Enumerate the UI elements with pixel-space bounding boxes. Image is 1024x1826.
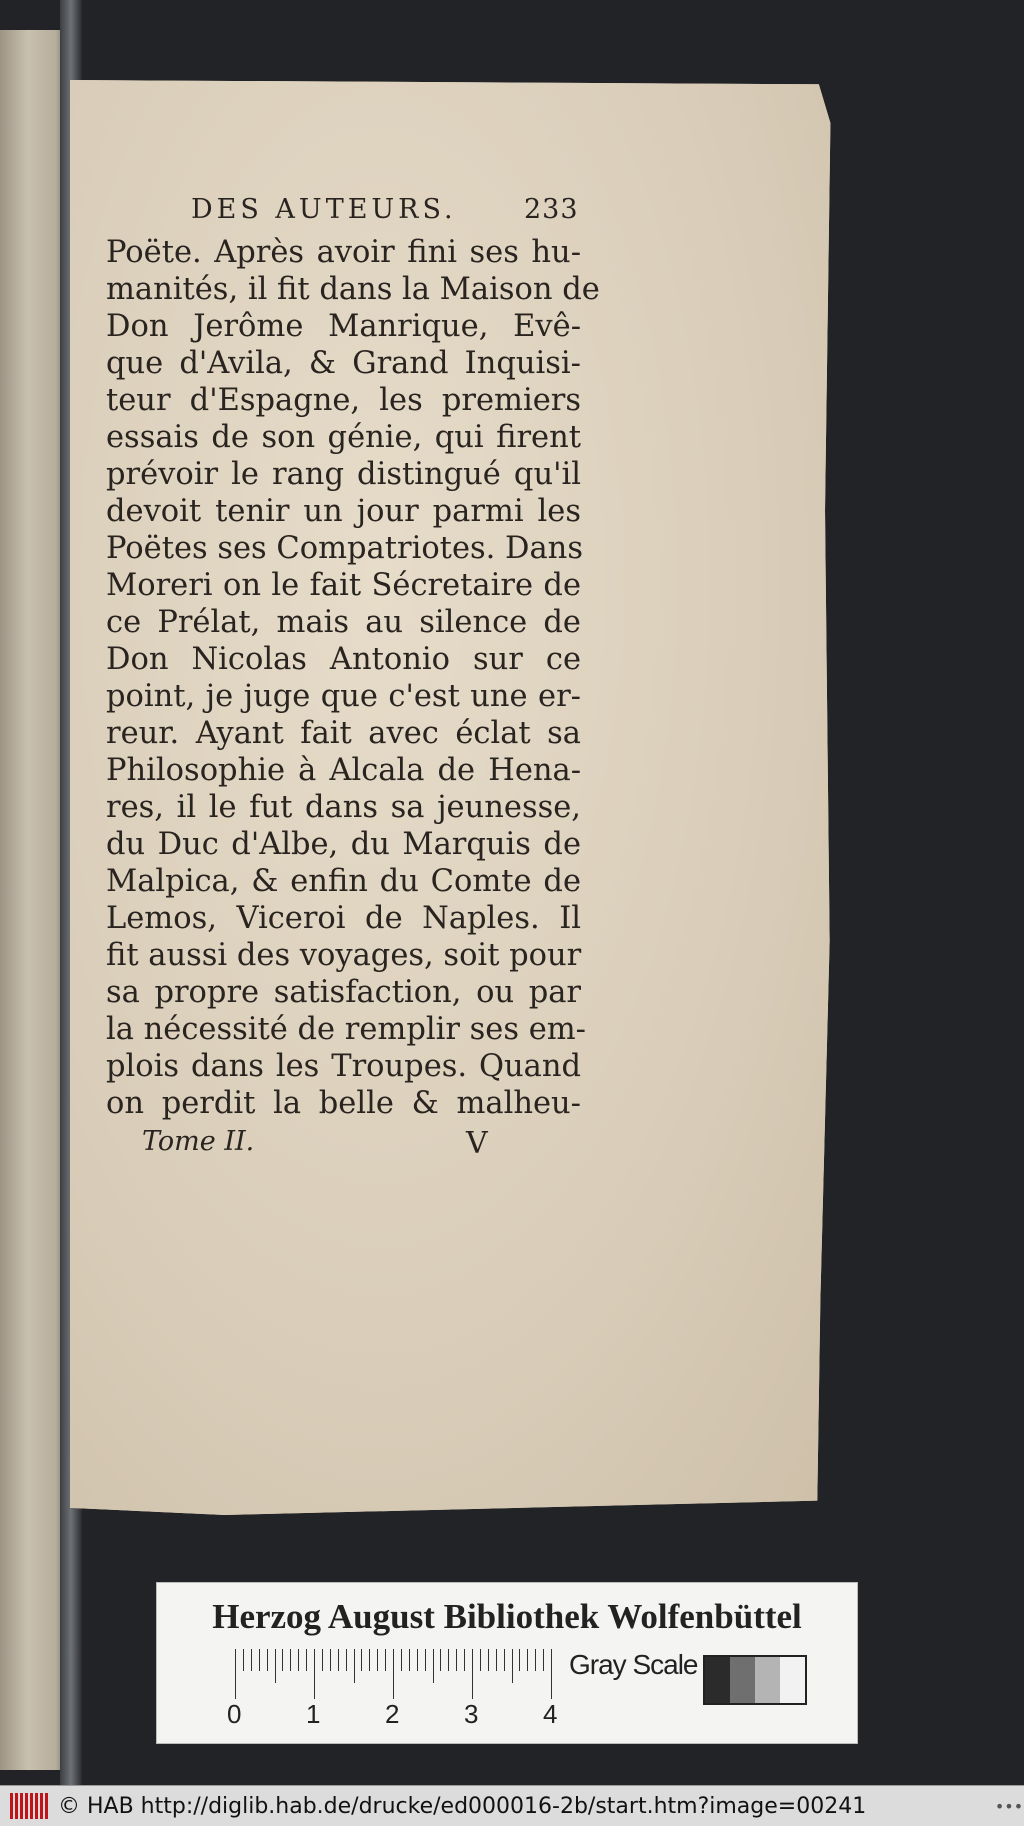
ruler-tick (409, 1649, 410, 1671)
gray-swatch (705, 1657, 730, 1703)
text-line: devoit tenir un jour parmi les (106, 494, 581, 529)
gray-swatch (730, 1657, 755, 1703)
institution-name: Herzog August Bibliothek Wolfenbüttel (212, 1597, 802, 1636)
ruler-tick (512, 1649, 513, 1683)
text-line: sa propre satisfaction, ou par (106, 975, 581, 1010)
ruler-number: 0 (227, 1699, 242, 1729)
ruler-tick (243, 1649, 244, 1671)
ruler-tick (543, 1649, 544, 1671)
ruler-tick (251, 1649, 252, 1671)
running-head-title: DES AUTEURS. (191, 194, 457, 225)
ruler-tick (535, 1649, 536, 1671)
ruler-tick (433, 1649, 434, 1683)
ruler-tick (401, 1649, 402, 1671)
ruler-tick (330, 1649, 331, 1671)
ruler-tick (385, 1649, 386, 1671)
text-line: que d'Avila, & Grand Inquisi- (106, 346, 581, 381)
ruler-tick (346, 1649, 347, 1671)
scale-ruler (235, 1649, 555, 1699)
ruler-number: 3 (464, 1699, 479, 1729)
ruler-tick (369, 1649, 370, 1671)
page-footer (106, 1126, 586, 1166)
text-line: plois dans les Troupes. Quand (106, 1049, 581, 1084)
browser-status-bar (0, 1785, 1024, 1826)
text-line: Philosophie à Alcala de Hena- (106, 753, 581, 788)
text-line: du Duc d'Albe, du Marquis de (106, 827, 581, 862)
text-line: Poëtes ses Compatriotes. Dans (106, 531, 583, 566)
ruler-tick (354, 1649, 355, 1683)
ruler-tick (322, 1649, 323, 1671)
text-line: la nécessité de remplir ses em- (106, 1012, 586, 1047)
text-line: ce Prélat, mais au silence de (106, 605, 581, 640)
volume-label: Tome II. (142, 1126, 255, 1157)
ruler-number: 4 (543, 1699, 558, 1729)
hab-logo-icon (10, 1793, 48, 1819)
ruler-tick (377, 1649, 378, 1671)
ruler-tick (464, 1649, 465, 1671)
page-text-block (106, 194, 600, 1166)
ruler-tick (259, 1649, 260, 1671)
text-lines (106, 234, 600, 1122)
ruler-tick (480, 1649, 481, 1671)
ruler-tick (361, 1649, 362, 1671)
text-line: point, je juge que c'est une er- (106, 679, 581, 714)
ruler-number: 2 (385, 1699, 400, 1729)
ruler-tick (488, 1649, 489, 1671)
gray-scale-swatches (703, 1655, 807, 1705)
text-line: Moreri on le fait Sécretaire de (106, 568, 581, 603)
text-line: Poëte. Après avoir fini ses hu- (106, 235, 581, 270)
running-head (106, 194, 586, 234)
text-line: fit aussi des voyages, soit pour (106, 938, 582, 973)
ruler-tick (275, 1649, 276, 1683)
text-line: Don Jerôme Manrique, Evê- (106, 309, 581, 344)
text-line: res, il le fut dans sa jeunesse, (106, 790, 581, 825)
ruler-tick (282, 1649, 283, 1671)
text-line: on perdit la belle & malheu- (106, 1086, 581, 1121)
ruler-number: 1 (306, 1699, 321, 1729)
ruler-tick (306, 1649, 307, 1671)
ruler-tick (496, 1649, 497, 1671)
gray-scale-label: Gray Scale (569, 1649, 698, 1680)
ruler-tick (527, 1649, 528, 1671)
ruler-tick (456, 1649, 457, 1671)
ruler-tick (448, 1649, 449, 1671)
ellipsis-icon[interactable]: ••• (994, 1796, 1024, 1816)
ruler-tick (298, 1649, 299, 1671)
ruler-tick (425, 1649, 426, 1671)
ruler-tick (417, 1649, 418, 1671)
text-line: Don Nicolas Antonio sur ce (106, 642, 581, 677)
ruler-tick (314, 1649, 315, 1699)
ruler-tick (472, 1649, 473, 1699)
text-line: manités, il fit dans la Maison de (106, 272, 600, 307)
status-url[interactable]: © HAB http://diglib.hab.de/drucke/ed000016-2b/start.htm?image=00241 (58, 1793, 867, 1819)
color-target-card (156, 1582, 858, 1744)
ruler-tick (551, 1649, 552, 1699)
text-line: Malpica, & enfin du Comte de (106, 864, 581, 899)
text-line: prévoir le rang distingué qu'il (106, 457, 581, 492)
text-line: essais de son génie, qui firent (106, 420, 581, 455)
ruler-tick (338, 1649, 339, 1671)
signature-mark: V (466, 1126, 488, 1161)
gray-swatch (780, 1657, 805, 1703)
ruler-tick (519, 1649, 520, 1671)
ruler-numbers (227, 1699, 567, 1729)
ruler-tick (440, 1649, 441, 1671)
gray-swatch (755, 1657, 780, 1703)
ruler-tick (393, 1649, 394, 1699)
text-line: Lemos, Viceroi de Naples. Il (106, 901, 581, 936)
text-line: reur. Ayant fait avec éclat sa (106, 716, 581, 751)
ruler-tick (267, 1649, 268, 1671)
page-number: 233 (524, 194, 579, 225)
ruler-tick (235, 1649, 236, 1699)
ruler-tick (290, 1649, 291, 1671)
text-line: teur d'Espagne, les premiers (106, 383, 581, 418)
ruler-tick (504, 1649, 505, 1671)
